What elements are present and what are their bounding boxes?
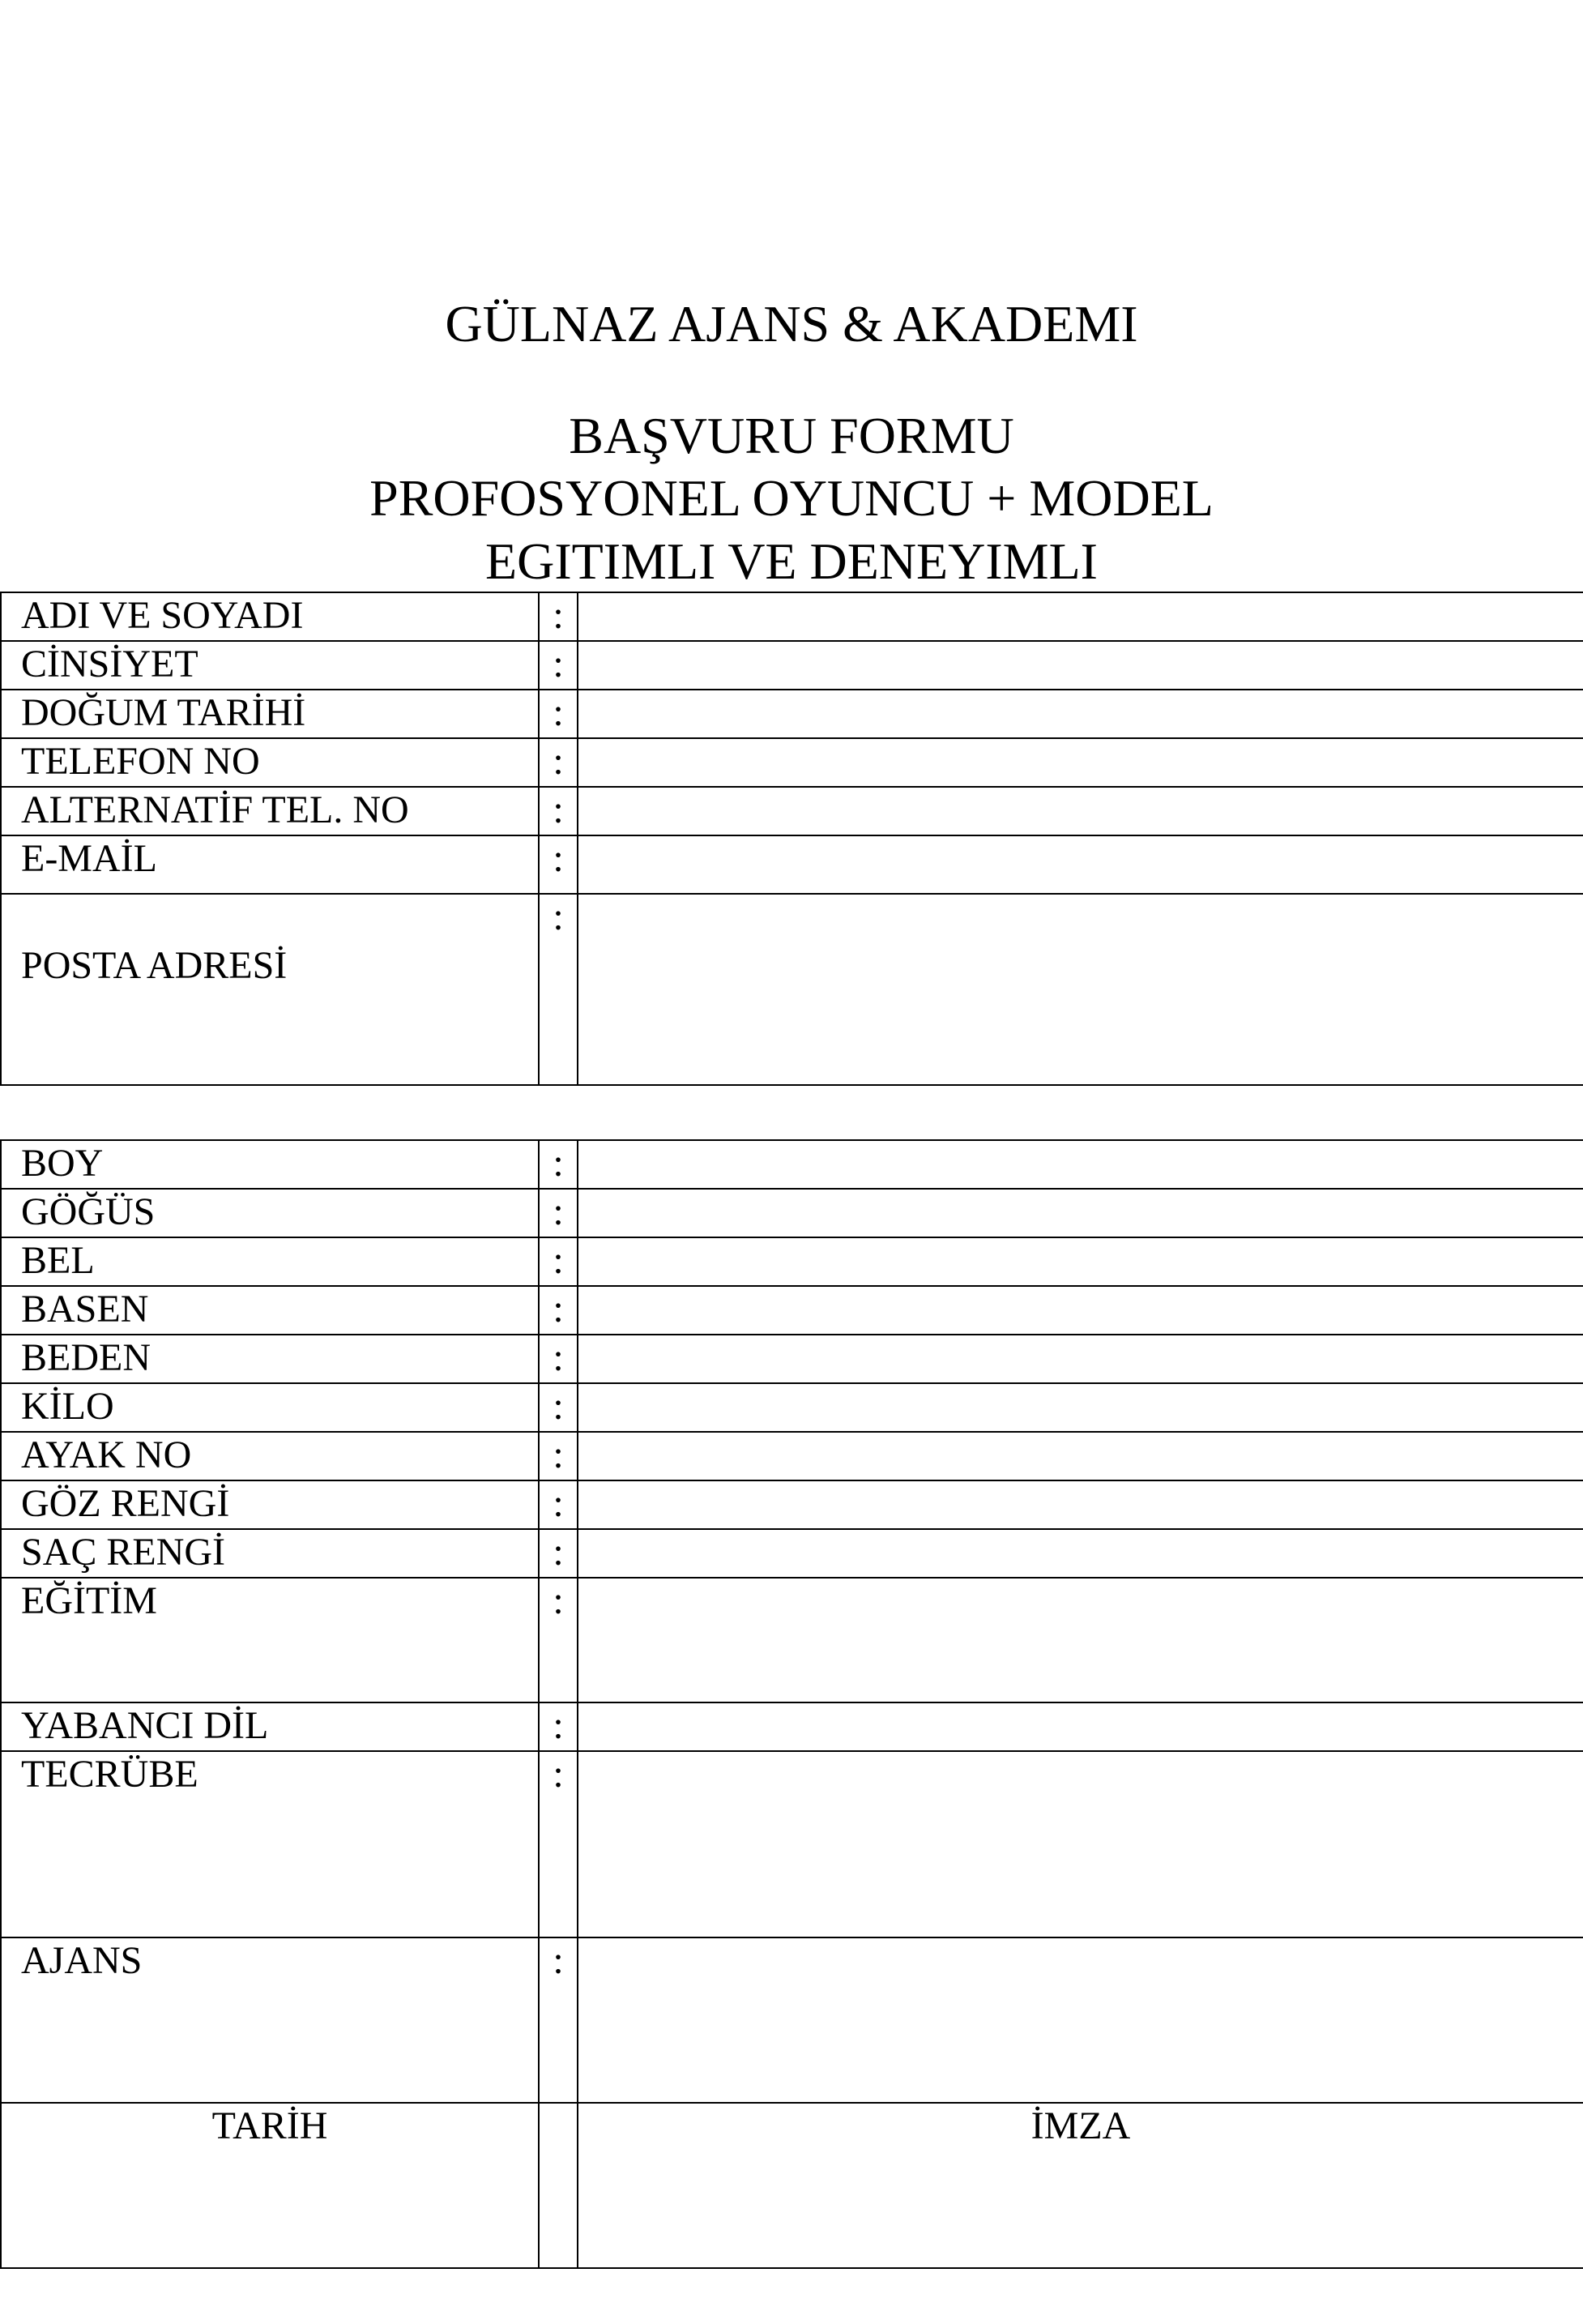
row-birthdate xyxy=(1,690,1583,738)
alt-phone-field[interactable] xyxy=(578,787,1583,835)
row-hair-color xyxy=(1,1529,1583,1578)
organization-name: GÜLNAZ AJANS & AKADEMI xyxy=(445,295,1138,352)
label-size: BEDEN xyxy=(1,1335,539,1383)
colon: : xyxy=(539,1140,578,1189)
physical-info-table xyxy=(0,1139,1583,2269)
label-hips: BASEN xyxy=(1,1286,539,1335)
row-waist xyxy=(1,1237,1583,1286)
colon: : xyxy=(539,738,578,787)
row-chest xyxy=(1,1189,1583,1237)
label-name: ADI VE SOYADI xyxy=(1,592,539,641)
email-field[interactable] xyxy=(578,835,1583,894)
row-size xyxy=(1,1335,1583,1383)
row-hips xyxy=(1,1286,1583,1335)
label-agency: AJANS xyxy=(1,1937,539,2103)
label-height: BOY xyxy=(1,1140,539,1189)
waist-field[interactable] xyxy=(578,1237,1583,1286)
colon: : xyxy=(539,1578,578,1702)
label-foreign-language: YABANCI DİL xyxy=(1,1702,539,1751)
label-shoe-size: AYAK NO xyxy=(1,1432,539,1480)
colon: : xyxy=(539,1237,578,1286)
hips-field[interactable] xyxy=(578,1286,1583,1335)
colon: : xyxy=(539,690,578,738)
label-waist: BEL xyxy=(1,1237,539,1286)
colon: : xyxy=(539,1751,578,1937)
label-email: E-MAİL xyxy=(1,835,539,894)
colon: : xyxy=(539,787,578,835)
experience-field[interactable] xyxy=(578,1751,1583,1937)
row-address xyxy=(1,894,1583,1085)
colon: : xyxy=(539,1432,578,1480)
hair-color-field[interactable] xyxy=(578,1529,1583,1578)
label-weight: KİLO xyxy=(1,1383,539,1432)
row-phone xyxy=(1,738,1583,787)
row-agency xyxy=(1,1937,1583,2103)
colon: : xyxy=(539,1383,578,1432)
height-field[interactable] xyxy=(578,1140,1583,1189)
row-name xyxy=(1,592,1583,641)
colon: : xyxy=(539,894,578,1085)
form-title: BAŞVURU FORMU xyxy=(569,407,1014,464)
label-eye-color: GÖZ RENGİ xyxy=(1,1480,539,1529)
eye-color-field[interactable] xyxy=(578,1480,1583,1529)
row-experience xyxy=(1,1751,1583,1937)
shoe-size-field[interactable] xyxy=(578,1432,1583,1480)
form-subtitle: PROFOSYONEL OYUNCU + MODEL xyxy=(369,469,1214,527)
colon: : xyxy=(539,835,578,894)
row-gender xyxy=(1,641,1583,690)
label-hair-color: SAÇ RENGİ xyxy=(1,1529,539,1578)
birthdate-field[interactable] xyxy=(578,690,1583,738)
colon: : xyxy=(539,1189,578,1237)
colon: : xyxy=(539,1335,578,1383)
row-height xyxy=(1,1140,1583,1189)
label-education: EĞİTİM xyxy=(1,1578,539,1702)
row-alt-phone xyxy=(1,787,1583,835)
label-alt-phone: ALTERNATİF TEL. NO xyxy=(1,787,539,835)
row-footer xyxy=(1,2103,1583,2268)
label-gender: CİNSİYET xyxy=(1,641,539,690)
label-birthdate: DOĞUM TARİHİ xyxy=(1,690,539,738)
row-shoe-size xyxy=(1,1432,1583,1480)
gender-field[interactable] xyxy=(578,641,1583,690)
colon: : xyxy=(539,641,578,690)
form-subtitle-2: EGITIMLI VE DENEYIMLI xyxy=(485,532,1098,590)
personal-info-table xyxy=(0,592,1583,1086)
row-weight xyxy=(1,1383,1583,1432)
label-experience: TECRÜBE xyxy=(1,1751,539,1937)
agency-field[interactable] xyxy=(578,1937,1583,2103)
chest-field[interactable] xyxy=(578,1189,1583,1237)
colon: : xyxy=(539,1480,578,1529)
colon: : xyxy=(539,1937,578,2103)
row-foreign-language xyxy=(1,1702,1583,1751)
label-address: POSTA ADRESİ xyxy=(1,894,539,1085)
colon: : xyxy=(539,592,578,641)
row-education xyxy=(1,1578,1583,1702)
row-email xyxy=(1,835,1583,894)
foreign-language-field[interactable] xyxy=(578,1702,1583,1751)
name-field[interactable] xyxy=(578,592,1583,641)
label-chest: GÖĞÜS xyxy=(1,1189,539,1237)
label-phone: TELEFON NO xyxy=(1,738,539,787)
colon: : xyxy=(539,1702,578,1751)
footer-divider xyxy=(539,2103,578,2268)
signature-label: İMZA xyxy=(578,2103,1583,2268)
colon: : xyxy=(539,1529,578,1578)
colon: : xyxy=(539,1286,578,1335)
phone-field[interactable] xyxy=(578,738,1583,787)
education-field[interactable] xyxy=(578,1578,1583,1702)
weight-field[interactable] xyxy=(578,1383,1583,1432)
size-field[interactable] xyxy=(578,1335,1583,1383)
date-label: TARİH xyxy=(1,2103,539,2268)
address-field[interactable] xyxy=(578,894,1583,1085)
row-eye-color xyxy=(1,1480,1583,1529)
